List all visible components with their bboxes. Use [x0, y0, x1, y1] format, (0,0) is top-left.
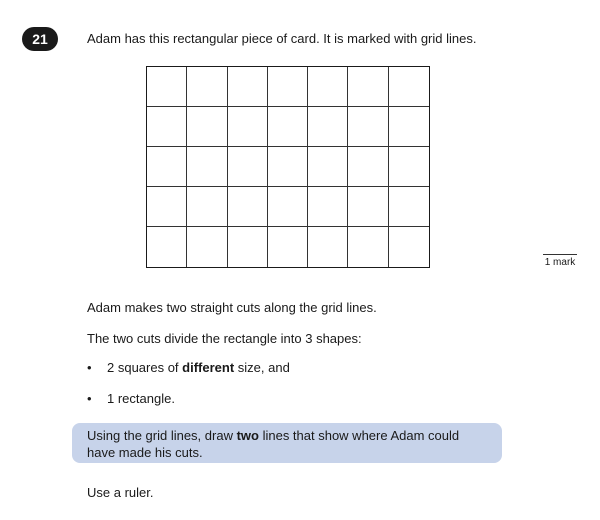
- grid-cell: [389, 187, 429, 227]
- grid-cell: [228, 107, 268, 147]
- divide-text: The two cuts divide the rectangle into 3 shapes:: [87, 331, 362, 346]
- grid-cell: [389, 147, 429, 187]
- grid-cell: [308, 227, 348, 267]
- mark-allocation: 1 mark: [543, 254, 577, 269]
- bullet-text-before: 2 squares of: [107, 360, 183, 375]
- grid-cell: [348, 67, 388, 107]
- grid-cell: [147, 187, 187, 227]
- grid-cell: [187, 107, 227, 147]
- grid-cell: [389, 67, 429, 107]
- instruction-text-before: Using the grid lines, draw: [87, 428, 237, 443]
- bullet-text-bold: different: [182, 360, 235, 375]
- grid-cell: [187, 187, 227, 227]
- grid-cell: [187, 227, 227, 267]
- grid-cell: [308, 107, 348, 147]
- bullet-item-squares: [87, 359, 290, 376]
- grid-cell: [348, 107, 388, 147]
- instruction-box: [72, 423, 502, 463]
- grid-cell: [147, 67, 187, 107]
- grid-cell: [389, 107, 429, 147]
- grid-cell: [268, 147, 308, 187]
- grid-cell: [308, 67, 348, 107]
- grid-cell: [147, 147, 187, 187]
- grid-cell: [268, 67, 308, 107]
- instruction-text-after: lines that show where Adam could have made his cuts.: [87, 428, 460, 460]
- instruction-text-bold: two: [236, 428, 259, 443]
- grid-cell: [147, 227, 187, 267]
- question-number-badge: 21: [22, 27, 58, 51]
- grid-cell: [147, 107, 187, 147]
- grid-cell: [268, 187, 308, 227]
- question-intro-text: Adam has this rectangular piece of card. It is marked with grid lines.: [87, 31, 477, 46]
- card-grid[interactable]: [146, 66, 430, 268]
- grid-cell: [228, 187, 268, 227]
- grid-cell: [348, 227, 388, 267]
- ruler-note: Use a ruler.: [87, 485, 154, 500]
- bullet-text: 1 rectangle.: [107, 391, 175, 406]
- bullet-icon: •: [87, 391, 92, 406]
- grid-cell: [308, 187, 348, 227]
- bullet-text-after: size, and: [234, 360, 290, 375]
- grid-cell: [348, 187, 388, 227]
- grid-cell: [308, 147, 348, 187]
- grid-cell: [187, 67, 227, 107]
- grid-cell: [268, 227, 308, 267]
- grid-cell: [187, 147, 227, 187]
- bullet-icon: •: [87, 360, 92, 375]
- grid-cell: [228, 67, 268, 107]
- grid-cell: [348, 147, 388, 187]
- grid-cell: [268, 107, 308, 147]
- cuts-text: Adam makes two straight cuts along the grid lines.: [87, 300, 377, 315]
- grid-cell: [228, 147, 268, 187]
- grid-cell: [389, 227, 429, 267]
- bullet-item-rectangle: [87, 390, 175, 407]
- grid-cell: [228, 227, 268, 267]
